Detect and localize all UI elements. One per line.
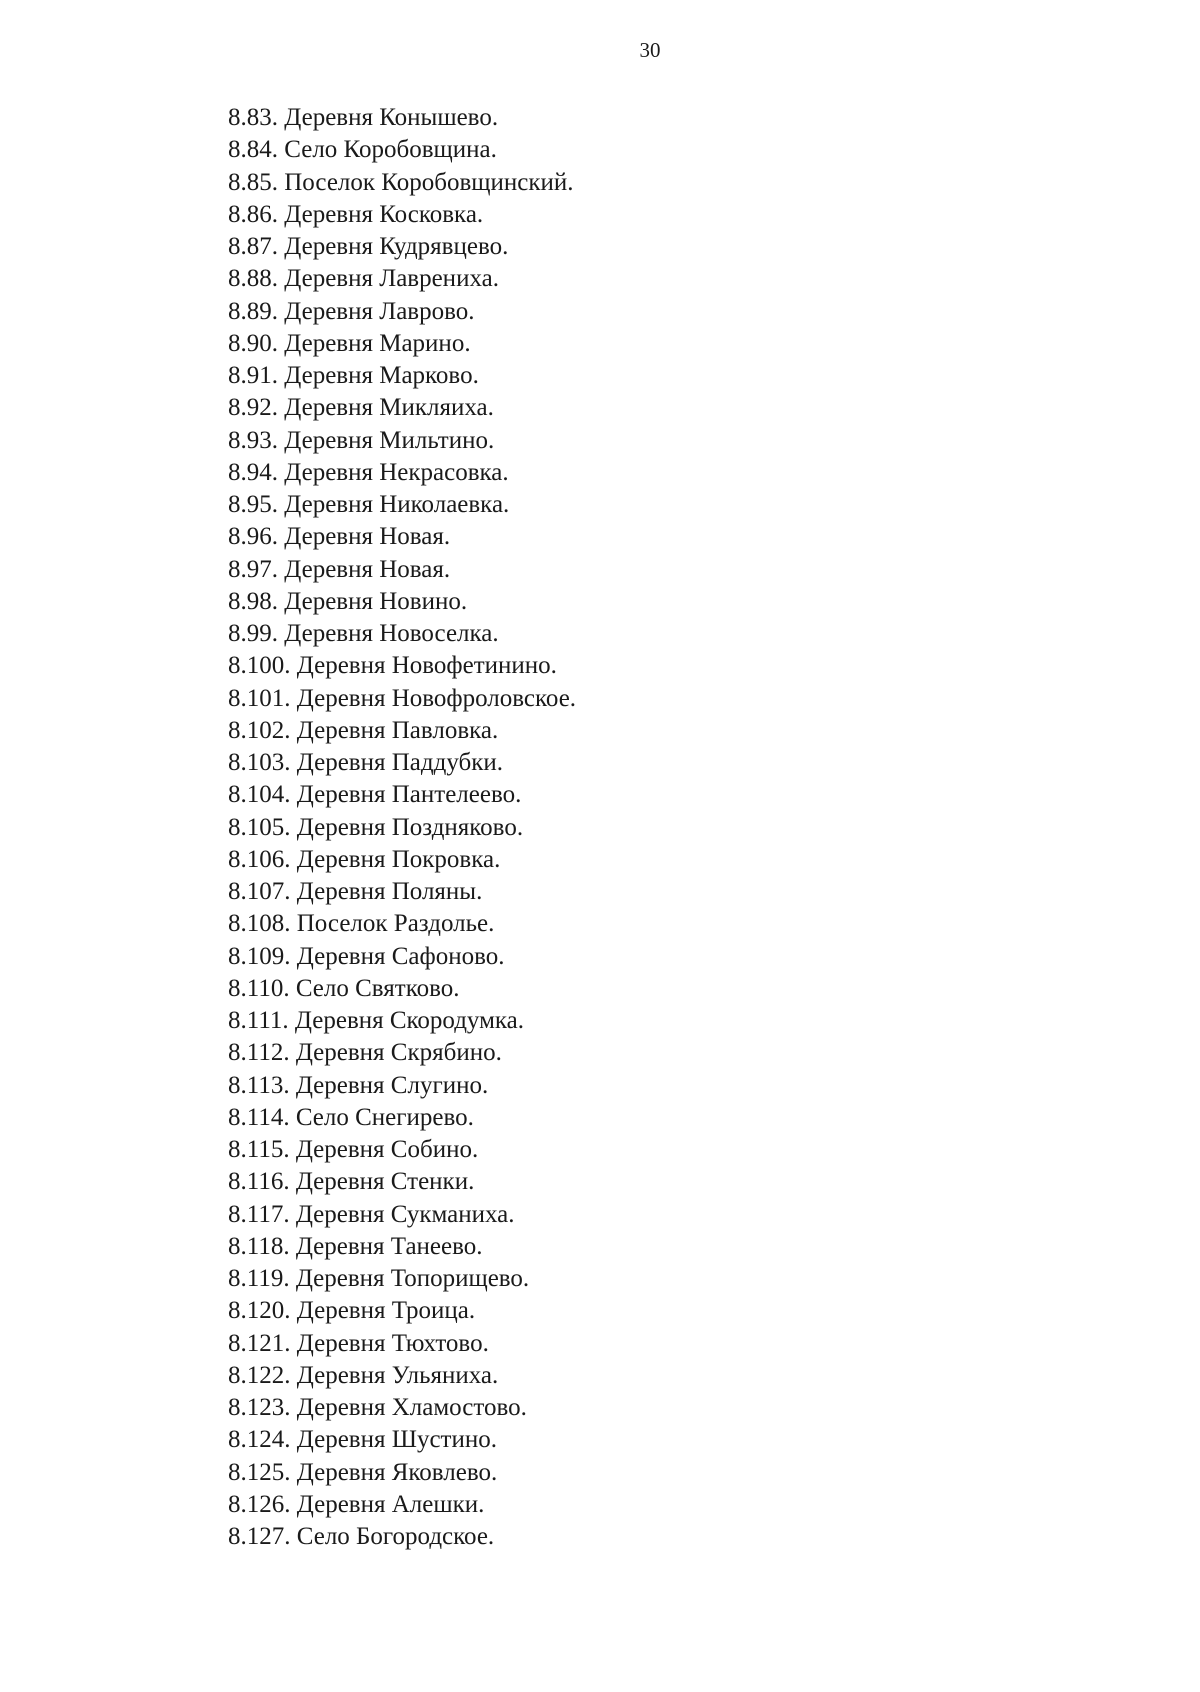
list-item: 8.101. Деревня Новофроловское. (228, 684, 577, 712)
list-item: 8.97. Деревня Новая. (228, 555, 451, 583)
settlement-list (228, 102, 576, 1553)
page-number: 30 (639, 38, 661, 62)
list-item: 8.126. Деревня Алешки. (228, 1490, 485, 1518)
list-item: 8.102. Деревня Павловка. (228, 716, 499, 744)
list-item: 8.113. Деревня Слугино. (228, 1071, 489, 1099)
list-item: 8.122. Деревня Ульяниха. (228, 1361, 499, 1389)
list-item: 8.127. Село Богородское. (228, 1523, 495, 1550)
list-item: 8.90. Деревня Марино. (228, 329, 471, 357)
list-item: 8.118. Деревня Танеево. (228, 1232, 483, 1260)
list-item: 8.93. Деревня Мильтино. (228, 426, 495, 454)
list-item: 8.96. Деревня Новая. (228, 523, 451, 551)
list-item: 8.119. Деревня Топорищево. (228, 1265, 530, 1292)
list-item: 8.91. Деревня Марково. (228, 362, 479, 389)
list-item: 8.89. Деревня Лаврово. (228, 297, 475, 325)
list-item: 8.111. Деревня Скородумка. (228, 1007, 525, 1034)
list-item: 8.103. Деревня Паддубки. (228, 749, 503, 776)
list-item: 8.114. Село Снегирево. (228, 1103, 474, 1131)
list-item: 8.92. Деревня Микляиха. (228, 394, 494, 422)
list-item: 8.106. Деревня Покровка. (228, 845, 501, 873)
list-item: 8.107. Деревня Поляны. (228, 878, 483, 905)
list-item: 8.124. Деревня Шустино. (228, 1426, 497, 1454)
list-item: 8.100. Деревня Новофетинино. (228, 652, 557, 680)
list-item: 8.109. Деревня Сафоново. (228, 942, 505, 970)
list-item: 8.85. Поселок Коробовщинский. (228, 168, 574, 196)
list-item: 8.98. Деревня Новино. (228, 587, 468, 615)
list-item: 8.104. Деревня Пантелеево. (228, 781, 522, 809)
list-item: 8.112. Деревня Скрябино. (228, 1039, 502, 1067)
list-item: 8.120. Деревня Троица. (228, 1297, 476, 1325)
list-item: 8.117. Деревня Сукманиха. (228, 1200, 515, 1228)
list-item: 8.116. Деревня Стенки. (228, 1168, 475, 1196)
list-item: 8.83. Деревня Конышево. (228, 104, 499, 131)
list-item: 8.105. Деревня Поздняково. (228, 813, 524, 841)
list-item: 8.84. Село Коробовщина. (228, 136, 497, 164)
list-item: 8.115. Деревня Собино. (228, 1136, 479, 1163)
list-item: 8.121. Деревня Тюхтово. (228, 1329, 489, 1357)
list-item: 8.88. Деревня Лаврениха. (228, 265, 499, 293)
list-item: 8.99. Деревня Новоселка. (228, 620, 499, 647)
list-item: 8.110. Село Святково. (228, 974, 460, 1002)
list-item: 8.94. Деревня Некрасовка. (228, 458, 509, 486)
list-item: 8.108. Поселок Раздолье. (228, 910, 495, 938)
list-item: 8.95. Деревня Николаевка. (228, 491, 510, 518)
list-item: 8.87. Деревня Кудрявцево. (228, 233, 509, 260)
list-item: 8.86. Деревня Косковка. (228, 200, 484, 228)
list-item: 8.125. Деревня Яковлево. (228, 1458, 498, 1486)
list-item: 8.123. Деревня Хламостово. (228, 1394, 527, 1421)
